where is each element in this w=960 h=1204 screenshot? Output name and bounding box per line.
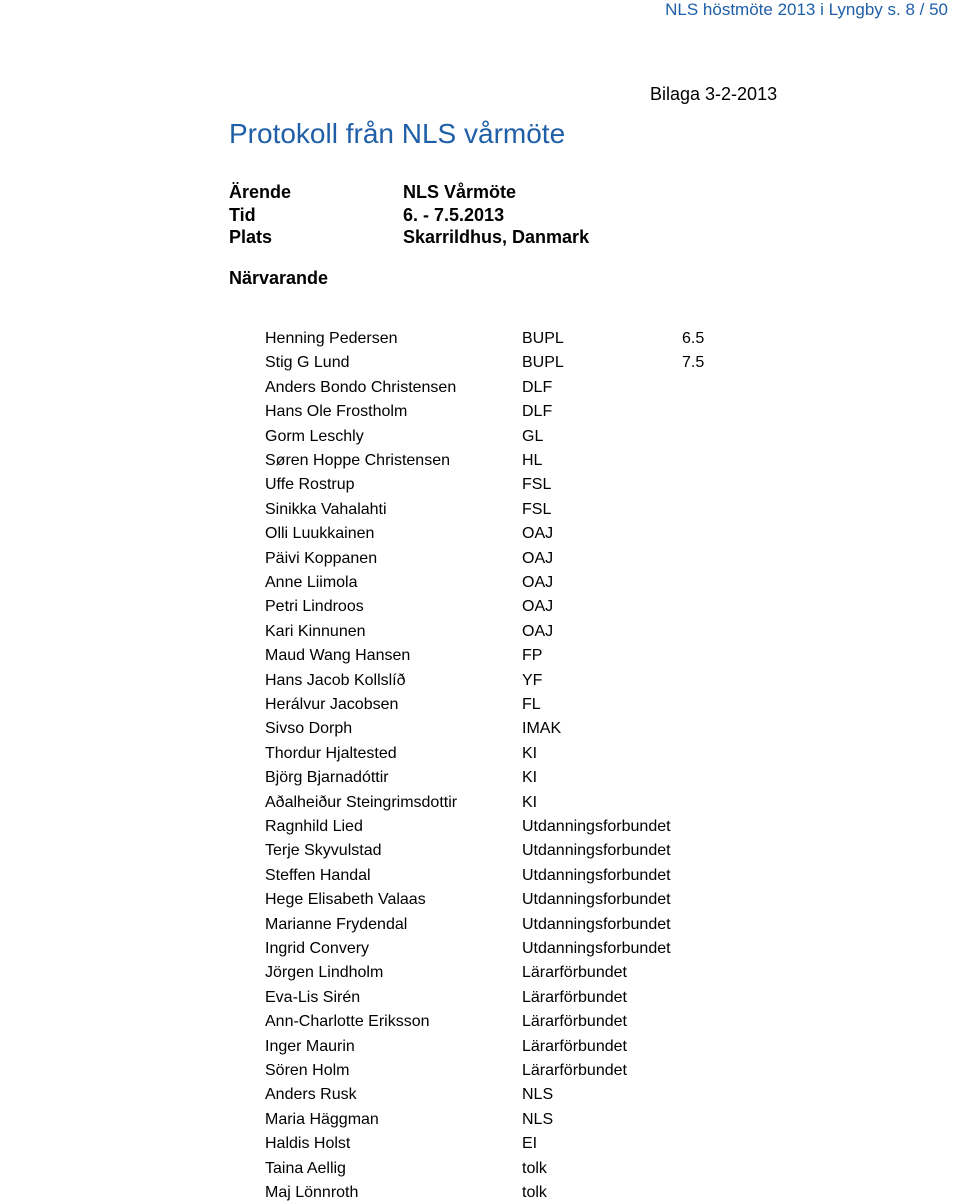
- attendee-name: Anders Bondo Christensen: [265, 378, 457, 396]
- attendee-row: [0, 987, 960, 1009]
- attendee-name: Aðalheiður Steingrimsdottir: [265, 793, 458, 811]
- page-header: NLS höstmöte 2013 i Lyngby s. 8 / 50: [665, 0, 948, 19]
- meta-label: Tid: [229, 205, 256, 225]
- attendee-organization: NLS: [522, 1110, 554, 1128]
- attendee-organization: EI: [522, 1135, 538, 1153]
- attendee-name: Anders Rusk: [265, 1086, 357, 1104]
- attendee-name: Steffen Handal: [265, 866, 371, 884]
- attendee-row: [0, 377, 960, 399]
- attendee-name: Ann-Charlotte Eriksson: [265, 1013, 430, 1031]
- attendee-row: [0, 352, 960, 374]
- attendee-organization: Utdanningsforbundet: [522, 818, 671, 835]
- attendee-date: 6.5: [682, 330, 705, 347]
- attendee-row: [0, 914, 960, 936]
- attendee-name: Eva-Lis Sirén: [265, 988, 361, 1006]
- attendee-name: Marianne Frydendal: [265, 915, 408, 933]
- meta-value: NLS Vårmöte: [403, 182, 517, 202]
- attendee-organization: Lärarförbundet: [522, 988, 627, 1006]
- attendee-name: Thordur Hjaltested: [265, 744, 397, 762]
- attendee-name: Björg Bjarnadóttir: [265, 769, 389, 787]
- attendee-row: [0, 1084, 960, 1106]
- attendee-organization: IMAK: [522, 720, 562, 738]
- attendee-organization: DLF: [522, 378, 553, 396]
- attendee-organization: OAJ: [522, 598, 554, 616]
- attendee-name: Hans Ole Frostholm: [265, 403, 408, 421]
- attendee-row: [0, 621, 960, 643]
- attendee-row: [0, 840, 960, 862]
- attendee-row: [0, 499, 960, 521]
- attendee-row: [0, 1158, 960, 1180]
- attendee-organization: FSL: [522, 500, 552, 518]
- attendee-name: Olli Luukkainen: [265, 525, 375, 543]
- attendee-row: [0, 694, 960, 716]
- attendee-row: [0, 1011, 960, 1033]
- attendee-organization: KI: [522, 793, 538, 811]
- attendee-row: [0, 645, 960, 667]
- attendee-name: Taina Aellig: [265, 1159, 346, 1177]
- attendee-organization: HL: [522, 452, 543, 469]
- attendee-name: Hege Elisabeth Valaas: [265, 891, 426, 909]
- attendee-organization: KI: [522, 769, 538, 787]
- attendee-name: Haldis Holst: [265, 1135, 351, 1153]
- attendee-name: Maria Häggman: [265, 1110, 379, 1128]
- attendee-name: Sivso Dorph: [265, 720, 353, 738]
- attendee-row: [0, 596, 960, 618]
- attendee-name: Ragnhild Lied: [265, 818, 363, 835]
- attendee-row: [0, 743, 960, 765]
- attendee-name: Maj Lönnroth: [265, 1184, 359, 1201]
- attendee-row: [0, 767, 960, 789]
- attendee-organization: Lärarförbundet: [522, 1037, 627, 1055]
- attendee-name: Maud Wang Hansen: [265, 647, 411, 665]
- attendee-organization: BUPL: [522, 330, 564, 347]
- attendee-name: Inger Maurin: [265, 1037, 355, 1055]
- attendee-organization: GL: [522, 427, 544, 445]
- attendee-row: [0, 962, 960, 984]
- attendee-name: Sinikka Vahalahti: [265, 500, 387, 518]
- attendee-organization: tolk: [522, 1184, 547, 1201]
- attendee-name: Petri Lindroos: [265, 598, 364, 616]
- meta-label: Plats: [229, 227, 273, 247]
- attendee-name: Herálvur Jacobsen: [265, 696, 399, 713]
- attendee-row: [0, 572, 960, 594]
- attendee-row: [0, 670, 960, 692]
- attendee-organization: Lärarförbundet: [522, 964, 627, 982]
- attendee-organization: NLS: [522, 1086, 554, 1104]
- attendee-row: [0, 474, 960, 496]
- attendee-row: [0, 865, 960, 887]
- attendee-name: Henning Pedersen: [265, 330, 398, 347]
- attendee-name: Terje Skyvulstad: [265, 842, 382, 860]
- appendix-label: Bilaga 3-2-2013: [650, 84, 778, 104]
- attendee-organization: Utdanningsforbundet: [522, 842, 671, 860]
- attendee-organization: OAJ: [522, 622, 554, 640]
- attendee-organization: OAJ: [522, 549, 554, 567]
- attendee-row: [0, 718, 960, 740]
- attendee-name: Stig G Lund: [265, 354, 350, 372]
- attendee-organization: FP: [522, 647, 543, 665]
- attendee-name: Kari Kinnunen: [265, 622, 366, 640]
- attendee-name: Uffe Rostrup: [265, 476, 355, 494]
- document-title: Protokoll från NLS vårmöte: [229, 118, 566, 149]
- attendee-organization: Lärarförbundet: [522, 1013, 627, 1031]
- attendee-name: Gorm Leschly: [265, 427, 364, 445]
- attendee-organization: Utdanningsforbundet: [522, 866, 671, 884]
- attendee-name: Hans Jacob Kollslíð: [265, 671, 406, 689]
- attendee-row: [0, 938, 960, 960]
- attendee-row: [0, 816, 960, 838]
- attendee-organization: YF: [522, 671, 543, 689]
- attendee-organization: OAJ: [522, 574, 554, 591]
- attendee-name: Ingrid Convery: [265, 940, 370, 957]
- attendee-row: [0, 889, 960, 911]
- attendee-row: [0, 1133, 960, 1155]
- attendee-name: Päivi Koppanen: [265, 549, 378, 567]
- attendee-organization: Lärarförbundet: [522, 1062, 627, 1079]
- attendee-organization: FL: [522, 696, 541, 713]
- attendee-organization: KI: [522, 744, 538, 762]
- attendee-date: 7.5: [682, 354, 705, 372]
- attendee-organization: tolk: [522, 1159, 547, 1177]
- attendee-organization: Utdanningsforbundet: [522, 915, 671, 933]
- attendee-organization: BUPL: [522, 354, 564, 372]
- attendee-row: [0, 1036, 960, 1058]
- attendee-row: [0, 401, 960, 423]
- attendee-row: [0, 1060, 960, 1082]
- attendee-organization: Utdanningsforbundet: [522, 940, 671, 957]
- meta-label: Ärende: [229, 182, 292, 202]
- attendee-row: [0, 1109, 960, 1131]
- meta-value: 6. - 7.5.2013: [403, 205, 505, 225]
- attendee-row: [0, 328, 960, 350]
- attendee-row: [0, 426, 960, 448]
- attendee-organization: FSL: [522, 476, 552, 494]
- attendee-name: Sören Holm: [265, 1062, 350, 1079]
- present-heading: Närvarande: [229, 268, 329, 288]
- attendee-row: [0, 450, 960, 472]
- attendee-organization: Utdanningsforbundet: [522, 891, 671, 909]
- attendee-name: Anne Liimola: [265, 574, 358, 591]
- attendee-organization: OAJ: [522, 525, 554, 543]
- attendee-row: [0, 523, 960, 545]
- attendee-organization: DLF: [522, 403, 553, 421]
- meta-value: Skarrildhus, Danmark: [403, 227, 590, 247]
- attendee-row: [0, 792, 960, 814]
- attendee-name: Søren Hoppe Christensen: [265, 452, 450, 469]
- attendee-row: [0, 548, 960, 570]
- attendee-name: Jörgen Lindholm: [265, 964, 384, 982]
